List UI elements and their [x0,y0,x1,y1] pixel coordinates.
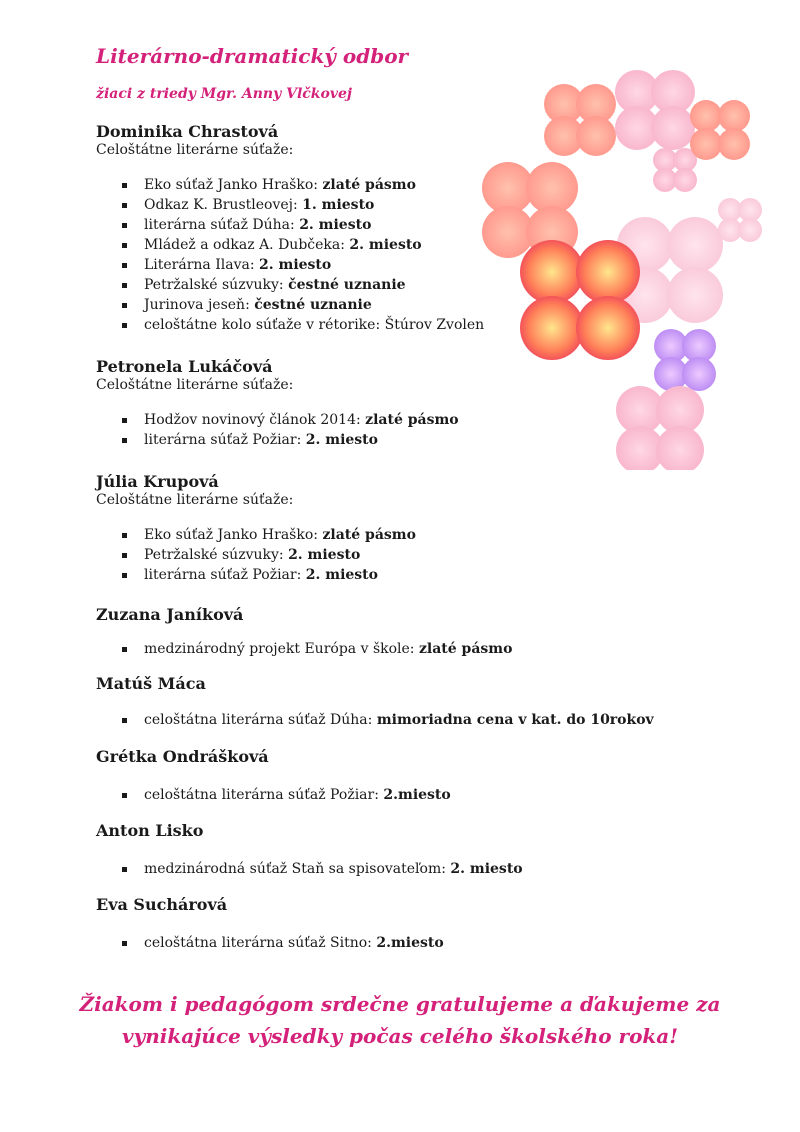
award-item: literárna súťaž Dúha: 2. miesto [96,215,716,235]
student-note: Celoštátne literárne súťaže: [96,377,294,393]
award-item: Hodžov novinový článok 2014: zlaté pásmo [96,410,716,430]
student-section [96,674,716,730]
closing-message [0,988,800,1052]
award-list [96,410,716,450]
student-section [96,821,716,879]
student-section [96,122,716,335]
award-item: Eko súťaž Janko Hraško: zlaté pásmo [96,525,716,545]
award-item: literárna súťaž Požiar: 2. miesto [96,430,716,450]
student-name: Petronela Lukáčová [96,357,273,376]
student-section [96,747,716,805]
closing-line: Žiakom i pedagógom srdečne gratulujeme a ďakujeme za [79,992,721,1016]
award-item: medzinárodný projekt Európa v škole: zlaté pásmo [96,639,716,659]
student-section [96,357,716,450]
award-list [96,933,716,953]
award-list [96,175,716,335]
student-section [96,605,716,659]
award-item: celoštátne kolo súťaže v rétorike: Štúrov Zvolen [96,315,716,335]
student-name: Zuzana Janíková [96,605,244,624]
award-item: Petržalské súzvuky: 2. miesto [96,545,716,565]
student-section [96,895,716,953]
award-item: Jurinova jeseň: čestné uznanie [96,295,716,315]
award-item: celoštátna literárna súťaž Dúha: mimoriadna cena v kat. do 10rokov [96,710,716,730]
award-item: literárna súťaž Požiar: 2. miesto [96,565,716,585]
award-list [96,859,716,879]
student-name: Anton Lisko [96,821,204,840]
award-item: medzinárodná súťaž Staň sa spisovateľom: 2. miesto [96,859,716,879]
award-item: Petržalské súzvuky: čestné uznanie [96,275,716,295]
award-item: Mládež a odkaz A. Dubčeka: 2. miesto [96,235,716,255]
award-list [96,785,716,805]
award-item: celoštátna literárna súťaž Požiar: 2.miesto [96,785,716,805]
student-section [96,472,716,585]
page-subtitle: žiaci z triedy Mgr. Anny Vlčkovej [96,86,352,102]
award-list [96,710,716,730]
award-item: celoštátna literárna súťaž Sitno: 2.miesto [96,933,716,953]
student-note: Celoštátne literárne súťaže: [96,142,294,158]
student-name: Eva Suchárová [96,895,228,914]
page-title: Literárno-dramatický odbor [96,44,409,68]
award-list [96,639,716,659]
student-name: Dominika Chrastová [96,122,279,141]
student-name: Matúš Máca [96,674,206,693]
student-name: Júlia Krupová [96,472,219,491]
closing-line: vynikajúce výsledky počas celého školského roka! [121,1024,679,1048]
student-name: Grétka Ondrášková [96,747,269,766]
award-item: Odkaz K. Brustleovej: 1. miesto [96,195,716,215]
award-item: Literárna Ilava: 2. miesto [96,255,716,275]
award-list [96,525,716,585]
award-item: Eko súťaž Janko Hraško: zlaté pásmo [96,175,716,195]
student-note: Celoštátne literárne súťaže: [96,492,294,508]
